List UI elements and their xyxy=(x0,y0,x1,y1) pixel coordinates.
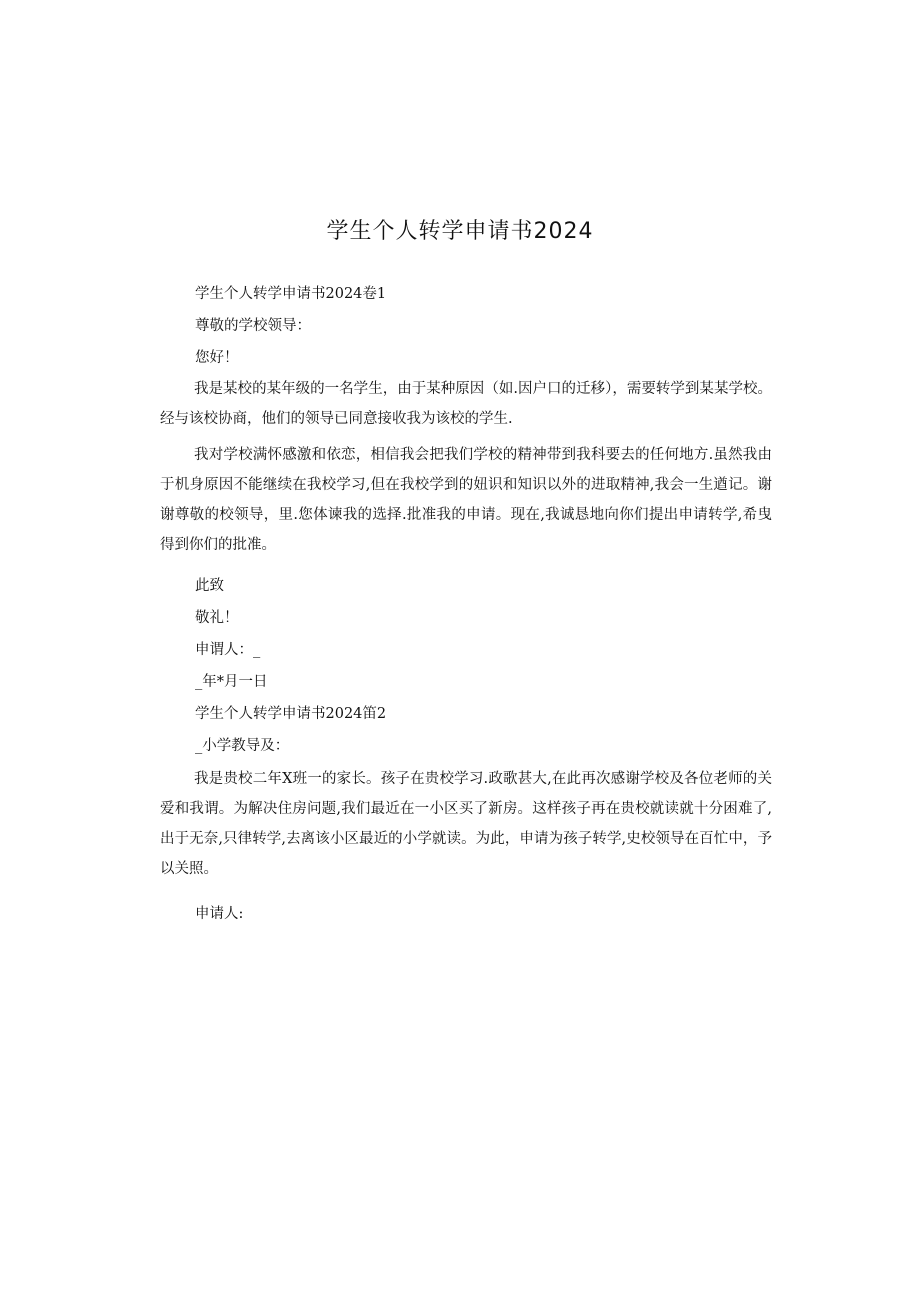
section1-salutation: 尊敬的学校领导： xyxy=(195,318,311,334)
section1-paragraph-2: 我对学校满怀感激和依恋，相信我会把我们学校的精神带到我科要去的任何地方.虽然我由于机身原因不能继续在我校学习,但在我校学到的妞识和知识以外的进取精神,我会一生遒记。谢谢尊敬的校领导，里.您体谏我的选择.批准我的申请。现在,我诚恳地向你们提出申请转学,希曳得到你们的批准。 xyxy=(160,447,772,553)
section1-closing-2: 敬礼！ xyxy=(195,610,239,626)
section2-paragraph-1: 我是贵校二年X班一的家长。孩子在贵校学习.政歌甚大,在此再次感谢学校及各位老师的关爱和我谓。为解决住房问题,我们最近在一小区买了新房。这样孩子再在贵校就读就十分困难了,出于无奈,只律转学,去离该小区最近的小学就读。为此，申请为孩子转学,史校领导在百忙中，予以关照。 xyxy=(160,771,772,877)
section1-applicant: 申谓人：_ xyxy=(195,642,261,658)
document-title: 学生个人转学申请书2024 xyxy=(326,219,594,244)
section1-heading: 学生个人转学申请书2024卷1 xyxy=(195,286,387,302)
section1-paragraph-1: 我是某校的某年级的一名学生，由于某种原因（如.因户口的迁移），需要转学到某某学校。经与该校协商，他们的领导已同意接收我为该校的学生. xyxy=(160,381,772,427)
section2-applicant: 申请人: xyxy=(195,906,244,922)
section2-salutation: _小学教导及： xyxy=(195,738,290,754)
section1-closing-1: 此致 xyxy=(195,578,224,594)
section2-heading: 学生个人转学申请书2024笛2 xyxy=(195,706,387,722)
section1-date: _年*月一日 xyxy=(195,674,268,690)
section1-greeting: 您好！ xyxy=(195,350,239,366)
